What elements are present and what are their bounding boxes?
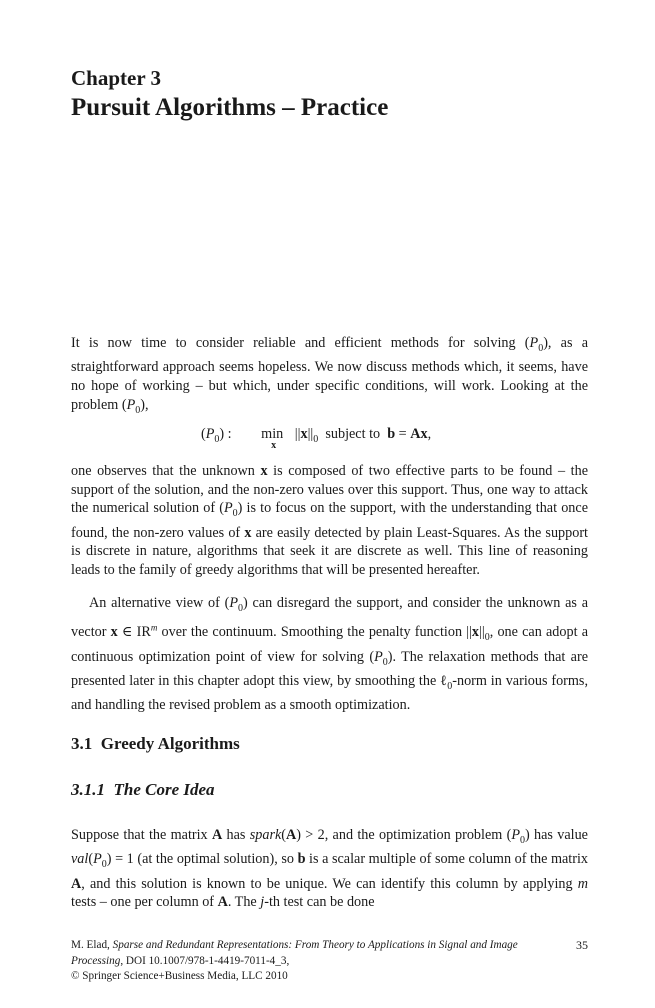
chapter-title: Pursuit Algorithms – Practice [71, 94, 389, 121]
core-p1-text: Suppose that the matrix A has spark(A) > 2, and the optimization problem $(P_0)$ has value $val(P_0) = 1$ (at the optimal solution), so b is a scalar multiple of some column of the matrix A, and this solution is known to be unique. We can identify this column by applying m tests – one per column of A. The j-th test can be done [71, 827, 588, 911]
section-number: 3.1 [71, 734, 93, 753]
footer-citation: M. Elad, Sparse and Redundant Representations: From Theory to Applications in Signal and Image Processing, DOI 10.1007/978-1-4419-7011-4_3, [71, 939, 518, 967]
section-title: Greedy Algorithms [100, 734, 240, 753]
footer [71, 938, 588, 985]
intro-paragraph-1 [71, 334, 588, 420]
intro-p1-text: It is now time to consider reliable and efficient methods for solving $(P_0)$, as a straightforward approach seems hopeless. We now discuss methods which, it seems, have no hope of working – but which, under specific conditions, will work. Looking at the problem $(P_0)$, [71, 335, 588, 416]
intro-paragraph-2 [71, 462, 588, 579]
core-idea-paragraph [71, 826, 588, 912]
subsection-heading [71, 780, 215, 800]
intro-paragraph-3 [71, 594, 588, 715]
footer-copyright: © Springer Science+Business Media, LLC 2010 [71, 970, 288, 983]
subsection-title: The Core Idea [113, 780, 215, 799]
subsection-number: 3.1.1 [71, 780, 105, 799]
equation-p0: $(P_0)$ : min x $||x||_0$ subject to b = Ax, [201, 426, 432, 451]
intro-p3-text: An alternative view of $(P_0)$ can disregard the support, and consider the unknown as a vector x ∈ $IR^m$ over the continuum. Smoothing the penalty function $||x||_0$, one can adopt a continuous optimization point of view for solving $(P_0)$. The relaxation methods that are presented later in this chapter adopt this view, by smoothing the ℓ$_0$-norm in various forms, and handling the revised problem as a smooth optimization. [71, 595, 588, 714]
section-heading [71, 734, 240, 754]
intro-p2-text: one observes that the unknown x is composed of two effective parts to be found – the support of the solution, and the non-zero values over this support. Thus, one way to attack the numerical solution of $(P_0)$ is to focus on the support, with the understanding that once found, the non-zero values of x are easily detected by plain Least-Squares. As the support is discrete in nature, algorithms that seek it are discrete as well. This line of reasoning leads to the family of greedy algorithms that will be presented hereafter. [71, 463, 589, 578]
page-number: 35 [576, 938, 588, 952]
chapter-label: Chapter 3 [71, 66, 162, 90]
